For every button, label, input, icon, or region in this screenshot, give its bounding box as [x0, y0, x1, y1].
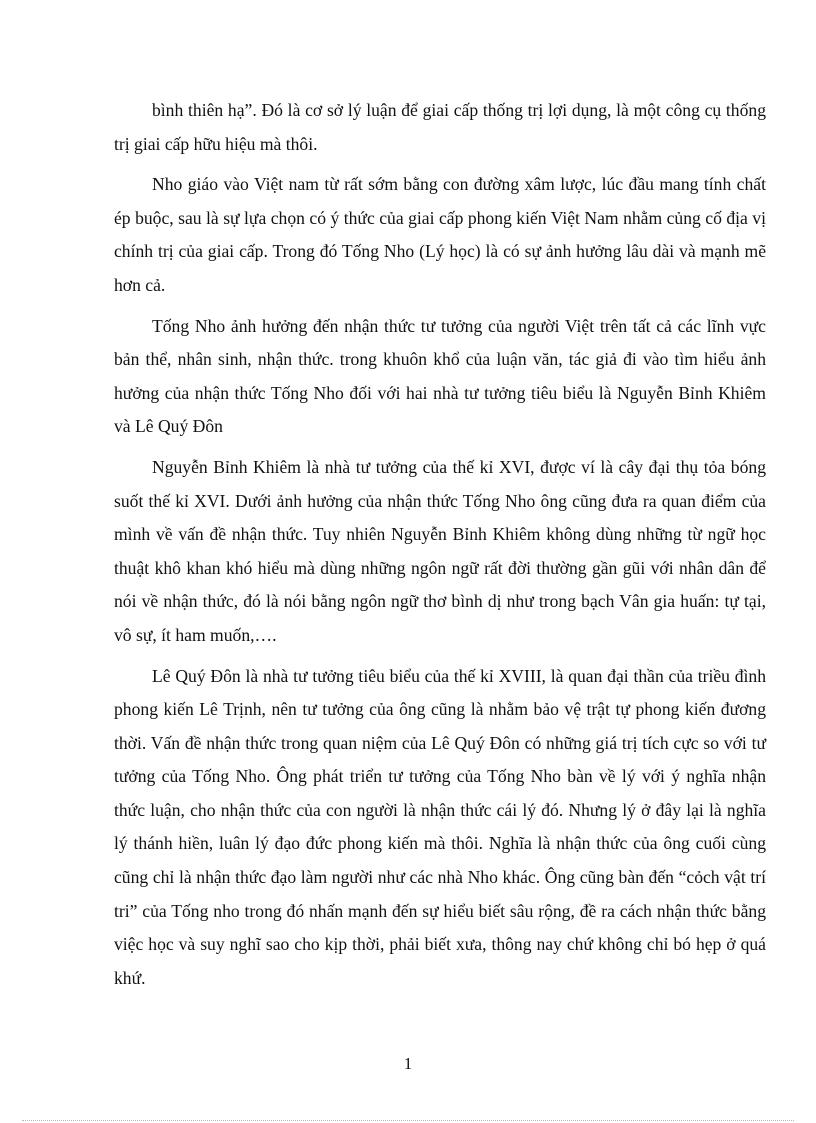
- paragraph-2: Nho giáo vào Việt nam từ rất sớm bằng con đường xâm lược, lúc đầu mang tính chất ép buộc, sau là sự lựa chọn có ý thức của giai cấp phong kiến Việt Nam nhằm củng cố địa vị chính trị của giai cấp. Trong đó Tống Nho (Lý học) là có sự ảnh hưởng lâu dài và mạnh mẽ hơn cả.: [114, 174, 766, 295]
- paragraph-3: Tống Nho ảnh hưởng đến nhận thức tư tưởng của người Việt trên tất cả các lĩnh vực bản thể, nhân sinh, nhận thức. trong khuôn khổ của luận văn, tác giả đi vào tìm hiểu ảnh hưởng của nhận thức Tống Nho đối với hai nhà tư tưởng tiêu biểu là Nguyễn Bỉnh Khiêm và Lê Quý Đôn: [114, 315, 766, 437]
- page-number: 1: [403, 1054, 413, 1073]
- paragraph-5: Lê Quý Đôn là nhà tư tưởng tiêu biểu của thế kỉ XVIII, là quan đại thần của triều đình phong kiến Lê Trịnh, nên tư tưởng của ông cũng là nhằm bảo vệ trật tự phong kiến đương thời. Vấn đề nhận thức trong quan niệm của Lê Quý Đôn có những giá trị tích cực so với tư tưởng của Tống Nho. Ông phát triển tư tưởng của Tống Nho bàn về lý với ý nghĩa nhận thức luận, cho nhận thức của con người là nhận thức cái lý đó. Nhưng lý ở đây lại là nghĩa lý thánh hiền, luân lý đạo đức phong kiến mà thôi. Nghĩa là nhận thức của ông cuối cùng cũng chỉ là nhận thức đạo làm người như các nhà Nho khác. Ông cũng bàn đến “cỏch vật trí tri” của Tống nho trong đó nhấn mạnh đến sự hiểu biết sâu rộng, đề ra cách nhận thức bằng việc học và suy nghĩ sao cho kịp thời, phải biết xưa, thông nay chứ không chỉ bó hẹp ở quá khứ.: [114, 665, 766, 988]
- page-bottom-divider: [22, 1120, 794, 1121]
- paragraph-1: bình thiên hạ”. Đó là cơ sở lý luận để giai cấp thống trị lợi dụng, là một công cụ thống trị giai cấp hữu hiệu mà thôi.: [114, 100, 766, 154]
- body-text: [114, 94, 766, 1002]
- paragraph-4: Nguyễn Bỉnh Khiêm là nhà tư tưởng của thế kỉ XVI, được ví là cây đại thụ tỏa bóng suốt thế kỉ XVI. Dưới ảnh hưởng của nhận thức Tống Nho ông cũng đưa ra quan điểm của mình về vấn đề nhận thức. Tuy nhiên Nguyễn Bỉnh Khiêm không dùng những từ ngữ học thuật khô khan khó hiểu mà dùng những ngôn ngữ rất đời thường gần gũi với nhân dân để nói về nhận thức, đó là nói bằng ngôn ngữ thơ bình dị như trong bạch Vân gia huấn: tự tại, vô sự, ít ham muốn,….: [114, 456, 766, 645]
